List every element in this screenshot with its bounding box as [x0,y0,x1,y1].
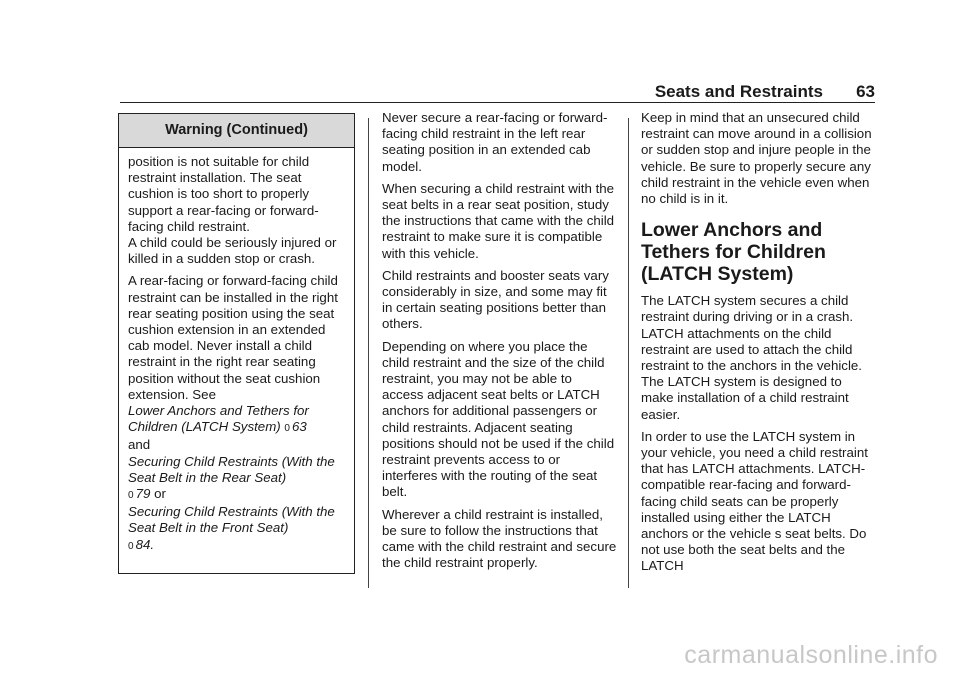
paragraph: The LATCH system secures a child restraint during driving or in a crash. LATCH attachments on the child restraint are used to attach the child restraint to the anchors in the vehicle. The LATCH system is designed to make installation of a child restraint easier. [641,293,862,422]
cross-reference-link[interactable]: Securing Child Restraints (With the Seat Belt in the Front Seat) [128,504,335,536]
section-title: Seats and Restraints [654,82,823,101]
watermark: carmanualsonline.info [684,641,938,669]
page-reference[interactable]: 84. [135,536,155,552]
cross-reference-link[interactable]: Lower Anchors and Tethers for Children (LATCH System) [128,403,309,435]
column-divider [368,118,369,588]
paragraph: Never secure a rear-facing or forward-facing child restraint in the left rear seating position in an extended cab model. [382,110,608,174]
warning-paragraph: position is not suitable for child restraint installation. The seat cushion is too short to properly support a rear-facing or forward-facing child restraint. [128,154,319,234]
warning-body [119,148,354,555]
page-reference-icon: 0 [128,540,134,552]
page-reference[interactable]: 63 [291,419,307,435]
conjunction-text: and [128,437,151,453]
page-reference-icon: 0 [128,490,134,502]
warning-heading: Warning (Continued) [119,114,354,148]
page-reference[interactable]: 79 [135,486,151,502]
paragraph: Keep in mind that an unsecured child restraint can move around in a collision or sudden stop and injure people in the vehicle. Be sure to properly secure any child restraint in the vehicle even when no child is in it. [641,110,872,207]
conjunction-text: or [154,486,166,502]
cross-reference-link[interactable]: Securing Child Restraints (With the Seat Belt in the Rear Seat) [128,453,335,485]
page-reference-icon: 0 [284,423,290,435]
warning-paragraph: A child could be seriously injured or killed in a sudden stop or crash. [128,235,337,267]
column-divider [628,118,629,588]
paragraph: When securing a child restraint with the seat belts in a rear seat position, study the instructions that came with the child restraint to make sure it is compatible with this vehicle. [382,180,615,261]
paragraph: Depending on where you place the child restraint and the size of the child restraint, you may not be able to access adjacent seat belts or LATCH anchors for additional passengers or child restraints. Adjacent seating positions should not be used if the child restraint prevents access to or interferes with the routing of the seat belt. [382,338,615,500]
text-column-right [641,110,876,581]
page-number: 63 [856,82,875,101]
text-column-middle [382,110,617,577]
paragraph: Child restraints and booster seats vary considerably in size, and some may fit in certain seating positions better than others. [382,267,609,332]
paragraph: Wherever a child restraint is installed, be sure to follow the instructions that came with the child restraint and secure the child restraint properly. [382,506,617,571]
page-header [120,82,875,103]
warning-box [118,113,355,574]
section-heading: Lower Anchors and Tethers for Children (LATCH System) [641,219,826,286]
paragraph: In order to use the LATCH system in your vehicle, you need a child restraint that has LATCH attachments. LATCH-compatible rear-facing and forward-facing child seats can be properly installed using either the LATCH anchors or the vehicle s seat belts. Do not use both the seat belts and the LATCH [641,428,868,574]
warning-paragraph: A rear-facing or forward-facing child restraint can be installed in the right rear seating position using the seat cushion extension in an extended cab model. Never install a child restraint in the right rear seating position without the seat cushion extension. See Lower Anchors and Tethers for Children (LATCH System) 0 63 and Securing Child Restraints (With the Seat Belt in the Rear Seat) 0 79 or Securing Child Restraints (With the Seat Belt in the Front Seat) 0 84. [128,273,338,552]
